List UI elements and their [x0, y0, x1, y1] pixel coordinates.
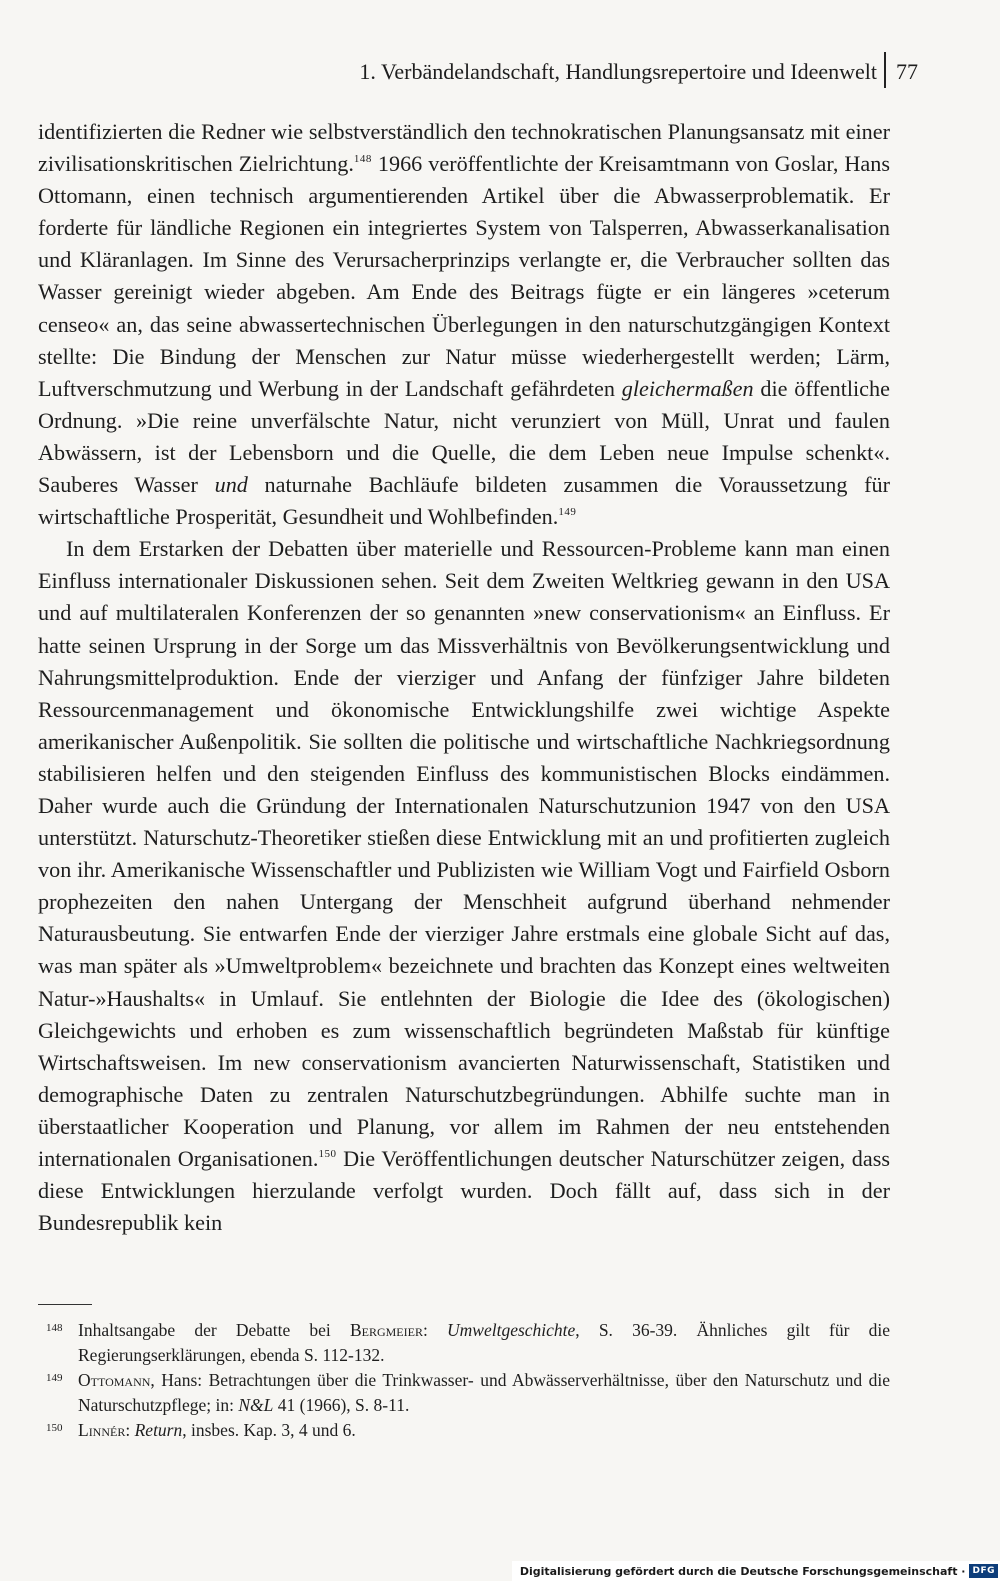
text-run: In dem Erstarken der Debatten über materielle und Ressourcen-Probleme kann man einen Einfluss internationaler Diskussionen sehen. Seit dem Zweiten Weltkrieg gewann in den USA und auf multilateralen Konferenzen der so genannten »new conservationism« an Einfluss. Er hatte seinen Ursprung in der Sorge um das Missverhältnis von Bevölkerungsentwicklung und Nahrungsmittelproduktion. Ende der vierziger und Anfang der fünfziger Jahre bildeten Ressourcenmanagement und ökonomische Entwicklungshilfe zwei wichtige Aspekte amerikanischer Außenpolitik. Sie sollten die politische und wirtschaftliche Nachkriegsordnung stabilisieren helfen und den steigenden Einfluss des kommunistischen Blocks eindämmen. Daher wurde auch die Gründung der Internationalen Naturschutzunion 1947 von den USA unterstützt. Naturschutz-Theoretiker stießen diese Entwicklung mit an und profitierten zugleich von ihr. Amerikanische Wissenschaftler und Publizisten wie William Vogt und Fairfield Osborn prophezeiten den nahen Untergang der Menschheit aufgrund überhand nehmender Naturausbeutung. Sie entwarfen Ende der vierziger Jahre erstmals eine globale Sicht auf das, was man später als »Umweltproblem« bezeichnete und brachten das Konzept eines weltweiten Natur-»Haushalts« in Umlauf. Sie entlehnten der Biologie die Idee des (ökologischen) Gleichgewichts und erhoben es zum wissenschaftlich begründeten Maßstab für künftige Wirtschaftsweisen. Im new conservationism avancierten Naturwissenschaft, Statistiken und demographische Daten zu zentralen Naturschutzbegründungen. Abhilfe suchte man in überstaatlicher Kooperation und Planung, vor allem im Rahmen der neu entstehenden internationalen Organisationen.	[38, 536, 890, 1171]
footnote-149	[38, 1368, 890, 1418]
page-header	[0, 56, 1000, 88]
text-run: 1966 veröffentlichte der Kreisamtmann von Goslar, Hans Ottomann, einen technisch argumentierenden Artikel über die Abwasserproblematik. Er forderte für ländliche Regionen ein integriertes System von Talsperren, Abwasserkanalisation und Kläranlagen. Im Sinne des Verursacherprinzips verlangte er, die Verbraucher sollten das Wasser gereinigt wieder abgeben. Am Ende des Beitrags fügte er ein längeres »ceterum censeo« an, das seine abwassertechnischen Überlegungen in den naturschutzgängigen Kontext stellte: Die Bindung der Menschen zur Natur müsse wiederhergestellt werden; Lärm, Luftverschmutzung und Werbung in der Landschaft gefährdeten	[38, 151, 890, 401]
footnote-ref-149[interactable]: 149	[558, 506, 577, 519]
header-rule	[884, 52, 886, 88]
footnote-148	[38, 1318, 890, 1368]
text-run: :	[422, 1320, 447, 1340]
footnote-number: 149	[46, 1372, 63, 1384]
digitization-footer	[512, 1561, 1000, 1581]
text-run: Die Veröffentlichungen deutscher Naturschützer zeigen, dass diese Entwicklungen hierzulande verfolgt wurden. Doch fällt auf, dass sich in der Bundesrepublik kein	[38, 1146, 890, 1236]
text-run: die öffentliche Ordnung. »Die reine unverfälschte Natur, nicht verunziert von Müll, Unrat und faulen Abwässern, ist der Lebensborn und die Quelle, die dem Leben neue Impulse schenkt«. Sauberes Wasser	[38, 375, 890, 498]
author-name: Ottomann	[78, 1370, 151, 1390]
italic-run: gleichermaßen	[621, 375, 754, 401]
text-run: , S. 36-39. Ähnliches gilt für die Regierungserklärungen, ebenda S. 112-132.	[78, 1320, 890, 1365]
italic-run: und	[214, 472, 248, 498]
text-run: 41 (1966), S. 8-11.	[273, 1395, 410, 1415]
running-head: 1. Verbändelandschaft, Handlungsrepertoire und Ideenwelt	[359, 59, 877, 84]
footnote-number: 148	[46, 1322, 63, 1334]
text-run: , Hans: Betrachtungen über die Trinkwasser- und Abwässerverhältnisse, über den Naturschutz und die Naturschutzpflege; in:	[78, 1370, 890, 1415]
italic-title: N&L	[238, 1395, 274, 1415]
italic-title: Return	[134, 1420, 183, 1440]
text-run: :	[125, 1420, 135, 1440]
dfg-logo: DFG	[969, 1564, 998, 1578]
footnote-ref-150[interactable]: 150	[318, 1148, 337, 1160]
page-number: 77	[896, 59, 918, 84]
text-run: naturnahe Bachläufe bildeten zusammen die Voraussetzung für wirtschaftliche Prosperität, Gesundheit und Wohlbefinden.	[38, 472, 891, 530]
footnote-ref-148[interactable]: 148	[353, 153, 372, 166]
footnotes	[38, 1318, 890, 1443]
paragraph-1	[38, 116, 890, 533]
footnote-number: 150	[46, 1422, 63, 1434]
author-name: Linnér	[78, 1420, 126, 1440]
body-text	[38, 116, 890, 1239]
text-run: identifizierten die Redner wie selbstverständlich den technokratischen Planungsansatz mit einer zivilisationskritischen Zielrichtung.	[38, 119, 890, 177]
footer-text: Digitalisierung gefördert durch die Deutsche Forschungsgemeinschaft ·	[519, 1564, 966, 1578]
footnote-rule	[38, 1304, 92, 1305]
text-run: Inhaltsangabe der Debatte bei	[78, 1320, 350, 1340]
author-name: Bergmeier	[349, 1320, 423, 1340]
text-run: , insbes. Kap. 3, 4 und 6.	[182, 1420, 356, 1440]
italic-title: Umweltgeschichte	[447, 1320, 576, 1340]
paragraph-2	[38, 533, 890, 1239]
footnote-150	[38, 1418, 890, 1443]
